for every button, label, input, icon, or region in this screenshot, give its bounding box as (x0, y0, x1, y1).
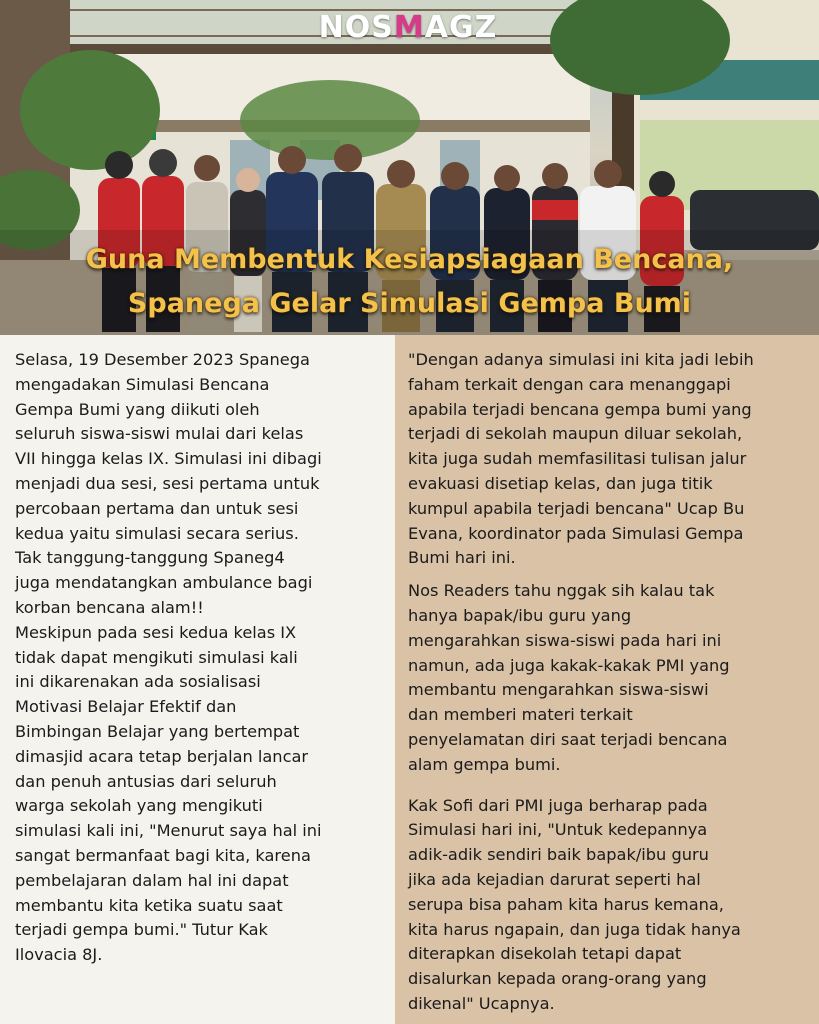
headline (0, 238, 819, 326)
article-right-paragraph-3: Kak Sofi dari PMI juga berharap pada Simulasi hari ini, "Untuk kedepannya adik-adik sendiri baik bapak/ibu guru jika ada kejadian darurat seperti hal serupa bisa paham kita harus kemana, kita harus ngapain, dan juga tidak hanya diterapkan disekolah tetapi dapat disalurkan kepada orang-orang yang dikenal" Ucapnya. (408, 795, 741, 1013)
article-left-paragraph: Selasa, 19 Desember 2023 Spanega mengadakan Simulasi Bencana Gempa Bumi yang diikuti oleh seluruh siswa-siswi mulai dari kelas VII hingga kelas IX. Simulasi ini dibagi menjadi dua sesi, sesi pertama untuk percobaan pertama dan untuk sesi kedua yaitu simulasi secara serius. Tak tanggung-tanggung Spaneg4 juga mendatangkan ambulance bagi korban bencana alam!! Meskipun pada sesi kedua kelas IX tidak dapat mengikuti simulasi kali ini dikarenakan ada sosialisasi Motivasi Belajar Efektif dan Bimbingan Belajar yang bertempat dimasjid acara tetap berjalan lancar dan penuh antusias dari seluruh warga sekolah yang mengikuti simulasi kali ini, "Menurut saya hal ini sangat bermanfaat bagi kita, karena pembelajaran dalam hal ini dapat membantu kita ketika suatu saat terjadi gempa bumi." Tutur Kak Ilovacia 8J. (15, 350, 322, 965)
article-right-paragraph-2: Nos Readers tahu nggak sih kalau tak hanya bapak/ibu guru yang mengarahkan siswa-siswi pada hari ini namun, ada juga kakak-kakak PMI yang membantu mengarahkan siswa-siswi dan memberi materi terkait penyelamatan diri saat terjadi bencana alam gempa bumi. (408, 581, 730, 774)
nosmagz-logo (318, 10, 498, 45)
hero-photo (0, 0, 819, 335)
article-right-column (395, 335, 819, 1024)
article-right-paragraph-1: "Dengan adanya simulasi ini kita jadi lebih faham terkait dengan cara menanggapi apabila terjadi bencana gempa bumi yang terjadi di sekolah maupun diluar sekolah, kita juga sudah memfasilitasi tulisan jalur evakuasi disetiap kelas, dan juga titik kumpul apabila terjadi bencana" Ucap Bu Evana, koordinator pada Simulasi Gempa Bumi hari ini. (408, 350, 754, 568)
headline-line-1: Guna Membentuk Kesiapsiagaan Bencana, (85, 244, 734, 275)
logo-text-prefix: NOS (318, 10, 394, 45)
article-left-column (0, 335, 395, 1024)
logo-text-mark: M (393, 10, 425, 45)
headline-line-2: Spanega Gelar Simulasi Gempa Bumi (127, 288, 692, 319)
logo-text-suffix: AGZ (424, 10, 498, 45)
